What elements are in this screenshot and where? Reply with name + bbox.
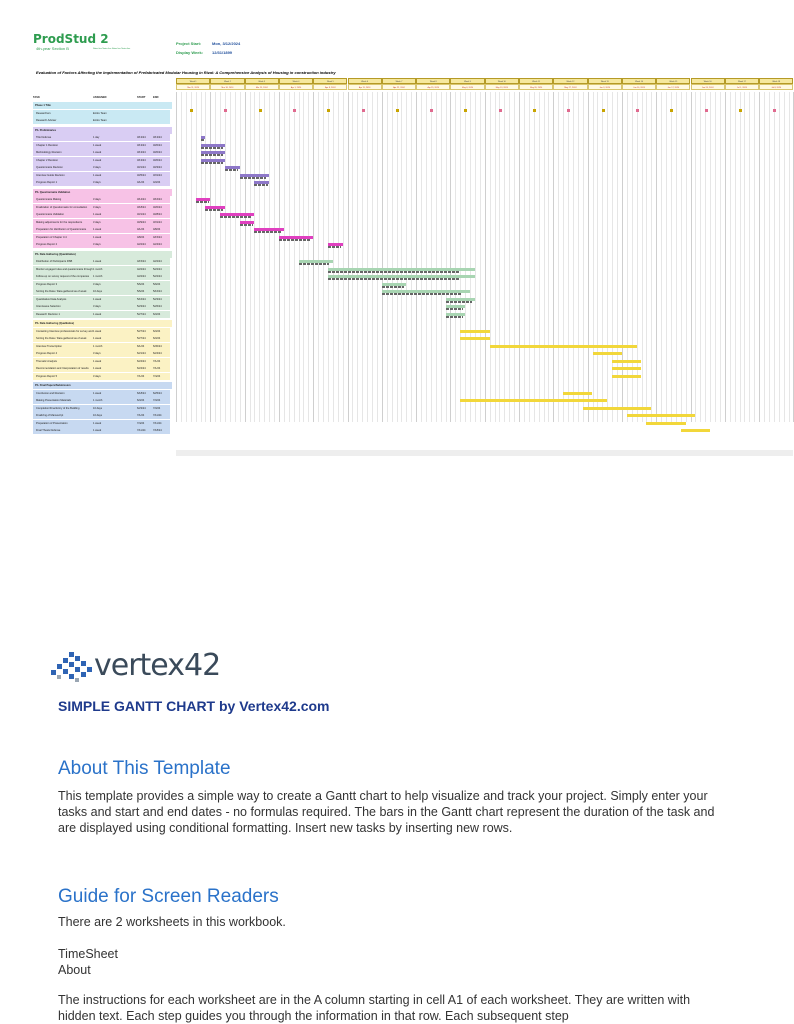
task-assigned: 1 week: [93, 157, 137, 165]
gantt-bar[interactable]: [460, 337, 489, 340]
task-start: 4/22/24: [137, 241, 153, 249]
gantt-bar[interactable]: [612, 367, 641, 370]
task-task[interactable]: Preparation for distribution of Questionnaire: [33, 226, 96, 234]
task-assigned: Entire Team: [93, 110, 137, 118]
task-end: 6/3/24: [153, 335, 170, 343]
task-assigned: 3 days: [93, 219, 137, 227]
task-row[interactable]: [33, 258, 739, 265]
task-row[interactable]: [33, 157, 739, 164]
project-title: ProdStud 2: [33, 32, 109, 46]
task-task[interactable]: Finalizing of Manuscript: [33, 412, 96, 420]
week-header: Week 5: [313, 78, 347, 84]
grid-line: [774, 92, 775, 422]
task-task[interactable]: Sorting the Data / Data gathered as of week: [33, 335, 96, 343]
week-date: Apr 22, 2024: [382, 84, 416, 90]
week-header: Week 15: [656, 78, 690, 84]
task-row[interactable]: [33, 234, 739, 241]
task-start: 6/18/24: [137, 390, 153, 398]
week-header: Week 7: [382, 78, 416, 84]
task-row[interactable]: [33, 303, 739, 310]
week-date: Mar 11, 2024: [176, 84, 210, 90]
week-date: Apr 8, 2024: [313, 84, 347, 90]
phase-title: Phase 1 Title: [33, 102, 172, 109]
column-header-task: TASK: [33, 96, 40, 99]
week-header: Week 9: [450, 78, 484, 84]
task-task[interactable]: Research Revision 1: [33, 311, 96, 319]
task-end: 3/20/24: [153, 142, 170, 150]
gantt-footer-strip: [176, 450, 793, 456]
task-row[interactable]: [33, 405, 739, 412]
task-start: 6/21/24: [137, 350, 153, 358]
week-header: Week 17: [725, 78, 759, 84]
task-task[interactable]: Title Defense: [33, 134, 96, 142]
week-header: Week 2: [210, 78, 244, 84]
brand-title-link[interactable]: SIMPLE GANTT CHART by Vertex42.com: [58, 698, 330, 714]
week-header: Week 8: [416, 78, 450, 84]
task-end: 6/30/24: [153, 343, 170, 351]
task-end: 5/9/24: [153, 281, 170, 289]
phase-title: Ph. Data Gathering (Quantitative): [33, 251, 172, 258]
week-date: May 6, 2024: [450, 84, 484, 90]
task-start: 7/1/24: [137, 373, 153, 381]
task-end: 5/16/24: [153, 288, 170, 296]
task-start: 4/22/24: [137, 273, 153, 281]
column-header-start: START: [137, 96, 146, 99]
task-row[interactable]: [33, 117, 739, 124]
milestone-marker-icon: [739, 109, 742, 112]
about-heading: About This Template: [58, 758, 231, 779]
task-end: 7/3/24: [153, 405, 170, 413]
task-start: 6/1/24: [137, 343, 153, 351]
phase-header-row: [33, 382, 739, 389]
task-end: 7/3/24: [153, 397, 170, 405]
task-assigned: 10 days: [93, 405, 137, 413]
week-header: Week 13: [588, 78, 622, 84]
task-assigned: 10 days: [93, 412, 137, 420]
phase-header-row: [33, 102, 739, 109]
task-task[interactable]: Chapter 1 Revision: [33, 142, 96, 150]
gantt-bar[interactable]: [627, 414, 696, 417]
task-start: 7/11/24: [137, 427, 153, 435]
vertex42-logo-icon: [49, 650, 93, 684]
grid-line: [779, 92, 780, 422]
task-end: 3/28/24: [153, 211, 170, 219]
task-assigned: 1 week: [93, 427, 137, 435]
column-header-end: END: [153, 96, 159, 99]
task-task[interactable]: Quantitative Data Analysis: [33, 296, 96, 304]
task-end: 7/4/24: [153, 373, 170, 381]
task-end: 4/8/24: [153, 226, 170, 234]
phase-title: Ph. Data Gathering (Qualitative): [33, 320, 172, 327]
gantt-bar[interactable]: [593, 352, 622, 355]
task-end: 5/22/24: [153, 266, 170, 274]
task-task[interactable]: Follow-up on survey request of the companies: [33, 273, 96, 281]
task-start: 5/16/24: [137, 296, 153, 304]
task-row[interactable]: [33, 196, 739, 203]
task-row[interactable]: [33, 350, 739, 357]
task-start: 3/14/24: [137, 196, 153, 204]
task-row[interactable]: [33, 373, 739, 380]
task-row[interactable]: [33, 134, 739, 141]
week-date: Jun 3, 2024: [588, 84, 622, 90]
task-end: 4/24/24: [153, 241, 170, 249]
about-body: This template provides a simple way to create a Gantt chart to help visualize and track your project. Simply enter your tasks and start and end dates - no formulas required. The bars in the Gantt chart represent the duration of the task and are displayed using conditional formatting. Insert new tasks by inserting new rows.: [58, 789, 715, 835]
task-row[interactable]: [33, 172, 739, 179]
task-row[interactable]: [33, 179, 739, 186]
grid-line: [764, 92, 765, 422]
week-header: Week 1: [176, 78, 210, 84]
task-assigned: 1 month: [93, 266, 137, 274]
task-task[interactable]: Questionnaire Revision: [33, 164, 96, 172]
task-assigned: 1 week: [93, 258, 137, 266]
task-task[interactable]: Progress Report 2: [33, 241, 96, 249]
task-task[interactable]: Thematic Analysis: [33, 358, 96, 366]
task-assigned: 10 days: [93, 288, 137, 296]
task-end: [153, 117, 170, 125]
task-assigned: 3 days: [93, 196, 137, 204]
task-start: 7/1/24: [137, 412, 153, 420]
phase-header-row: [33, 127, 739, 134]
guide-intro: There are 2 worksheets in this workbook.: [58, 915, 286, 929]
task-task[interactable]: Chapter 2 Revision: [33, 157, 96, 165]
task-assigned: 1 week: [93, 420, 137, 428]
task-row[interactable]: [33, 420, 739, 427]
task-task[interactable]: Interviewee Selection: [33, 303, 96, 311]
task-row[interactable]: [33, 365, 739, 372]
task-assigned: 3 days: [93, 241, 137, 249]
task-end: 3/23/24: [153, 164, 170, 172]
task-start: 7/4/24: [137, 420, 153, 428]
task-row[interactable]: [33, 110, 739, 117]
task-row[interactable]: [33, 311, 739, 318]
task-assigned: 1 week: [93, 149, 137, 157]
week-header: Week 16: [691, 78, 725, 84]
task-task[interactable]: Progress Report 3: [33, 281, 96, 289]
week-date: Jun 24, 2024: [691, 84, 725, 90]
task-assigned: 3 days: [93, 164, 137, 172]
display-week-value[interactable]: 12/31/1899: [212, 50, 233, 55]
display-week-label: Display Week:: [176, 50, 204, 55]
task-row[interactable]: [33, 412, 739, 419]
task-assigned: 3 days: [93, 303, 137, 311]
task-task[interactable]: Contacting Interview professionals for survey and: [33, 328, 96, 336]
project-subtitle: 4th-year Section B: [36, 46, 69, 51]
task-row[interactable]: [33, 149, 739, 156]
task-assigned: 1 week: [93, 296, 137, 304]
task-end: 3/13/24: [153, 134, 170, 142]
task-end: 7/11/24: [153, 420, 170, 428]
gantt-bar-progress: [446, 316, 464, 318]
gantt-bar[interactable]: [646, 422, 685, 425]
task-task[interactable]: Distribution of Participants RSB: [33, 258, 96, 266]
task-end: 7/1/24: [153, 358, 170, 366]
task-task[interactable]: Progress Report 5: [33, 373, 96, 381]
task-row[interactable]: [33, 328, 739, 335]
gantt-bar[interactable]: [612, 360, 641, 363]
task-start: 5/27/24: [137, 335, 153, 343]
task-end: 3/31/24: [153, 219, 170, 227]
week-date: Mar 25, 2024: [245, 84, 279, 90]
task-end: 7/1/24: [153, 365, 170, 373]
task-start: 6/23/24: [137, 405, 153, 413]
week-date: May 27, 2024: [553, 84, 587, 90]
task-start: 4/22/24: [137, 266, 153, 274]
gantt-bar[interactable]: [460, 330, 489, 333]
task-start: [137, 117, 153, 125]
week-date: Mar 18, 2024: [210, 84, 244, 90]
gantt-bar-progress: [254, 184, 267, 186]
grid-line: [749, 92, 750, 422]
task-assigned: 3 days: [93, 373, 137, 381]
task-task[interactable]: Making Presentation Materials: [33, 397, 96, 405]
task-row[interactable]: [33, 288, 739, 295]
task-start: 4/1/24: [137, 226, 153, 234]
task-task[interactable]: Monitor engaged rules and questionnaire through: [33, 266, 96, 274]
week-date: Jun 17, 2024: [656, 84, 690, 90]
task-start: 3/21/24: [137, 164, 153, 172]
project-start-label: Project Start:: [176, 41, 202, 46]
task-end: 3/20/24: [153, 149, 170, 157]
task-row[interactable]: [33, 335, 739, 342]
task-start: 3/13/24: [137, 157, 153, 165]
instructions-text: The instructions for each worksheet are in the A column starting in cell A1 of each worksheet. They are written with hidden text. Each step guides you through the information in that row. Each subsequent step: [58, 993, 691, 1023]
task-row[interactable]: [33, 219, 739, 226]
week-date: Apr 29, 2024: [416, 84, 450, 90]
task-task[interactable]: Questionnaire Making: [33, 196, 96, 204]
task-end: 7/11/24: [153, 412, 170, 420]
phase-title: Ph. Final Papers/Submission: [33, 382, 172, 389]
document-title: Evaluation of Factors Affecting the Implementation of Prefabricated Modular Housing in Rizal: A Comprehensive Analysis of Housing in construction industry: [36, 70, 336, 75]
task-assigned: 1 month: [93, 273, 137, 281]
gantt-bar[interactable]: [563, 392, 592, 395]
task-row[interactable]: [33, 397, 739, 404]
task-task[interactable]: Conclusion and Revision: [33, 390, 96, 398]
grid-line: [769, 92, 770, 422]
gantt-bar[interactable]: [612, 375, 641, 378]
task-assigned: 1 week: [93, 234, 137, 242]
task-row[interactable]: [33, 266, 739, 273]
task-end: 6/25/24: [153, 390, 170, 398]
grid-line: [744, 92, 745, 422]
task-start: 3/13/24: [137, 149, 153, 157]
phase-title: Ph. Questionnaire Validation: [33, 189, 172, 196]
task-start: 3/18/24: [137, 204, 153, 212]
week-date: Apr 15, 2024: [348, 84, 382, 90]
task-row[interactable]: [33, 390, 739, 397]
table-header-row: [33, 94, 739, 101]
gantt-bar[interactable]: [681, 429, 710, 432]
task-start: 3/29/24: [137, 219, 153, 227]
task-task[interactable]: Recommendation and Interpretation of results: [33, 365, 96, 373]
task-assigned: 1 week: [93, 335, 137, 343]
task-start: 3/21/24: [137, 211, 153, 219]
task-end: 3/20/24: [153, 204, 170, 212]
project-notes: Notes line Notes line Notes line Notes line: [93, 48, 131, 50]
task-row[interactable]: [33, 358, 739, 365]
task-row[interactable]: [33, 343, 739, 350]
task-end: 3/16/24: [153, 196, 170, 204]
task-start: 4/1/24: [137, 179, 153, 187]
task-row[interactable]: [33, 142, 739, 149]
task-task[interactable]: Sorting the Data / Data gathered as of week: [33, 288, 96, 296]
task-start: 3/13/24: [137, 134, 153, 142]
task-assigned: 1 week: [93, 328, 137, 336]
task-end: 5/22/24: [153, 273, 170, 281]
task-start: 6/24/24: [137, 358, 153, 366]
task-task[interactable]: Making adjustments for the respondents: [33, 219, 96, 227]
grid-line: [789, 92, 790, 422]
week-header: Week 14: [622, 78, 656, 84]
task-task[interactable]: Finalization of Questionnaire for consultation: [33, 204, 96, 212]
vertex42-wordmark: vertex42: [94, 648, 221, 683]
week-date: May 13, 2024: [485, 84, 519, 90]
task-end: 6/24/24: [153, 350, 170, 358]
task-assigned: 1 week: [93, 142, 137, 150]
task-row[interactable]: [33, 211, 739, 218]
sheet-name-about: About: [58, 963, 91, 977]
task-row[interactable]: [33, 281, 739, 288]
task-task[interactable]: Preparation of Chapter 3-4: [33, 234, 96, 242]
task-end: 7/18/24: [153, 427, 170, 435]
task-end: 6/3/24: [153, 328, 170, 336]
week-date: Jun 10, 2024: [622, 84, 656, 90]
week-date: Jul 8, 2024: [759, 84, 793, 90]
grid-line: [759, 92, 760, 422]
column-header-assigned: ASSIGNED: [93, 96, 107, 99]
task-assigned: 1 week: [93, 365, 137, 373]
gantt-chart: [33, 78, 782, 458]
task-end: 4/22/24: [153, 258, 170, 266]
task-task[interactable]: Progress Report 1: [33, 179, 96, 187]
grid-line: [754, 92, 755, 422]
week-header: Week 6: [348, 78, 382, 84]
task-task[interactable]: Final Thesis Defense: [33, 427, 96, 435]
task-task[interactable]: Researchers: [33, 110, 96, 118]
task-start: 5/27/24: [137, 328, 153, 336]
task-task[interactable]: Interview Guide Revision: [33, 172, 96, 180]
week-header: Week 12: [553, 78, 587, 84]
phase-header-row: [33, 251, 739, 258]
week-header: Week 4: [279, 78, 313, 84]
task-start: 5/23/24: [137, 303, 153, 311]
gantt-bar[interactable]: [490, 345, 637, 348]
task-row[interactable]: [33, 204, 739, 211]
task-assigned: 3 days: [93, 179, 137, 187]
task-task[interactable]: Completion/Final Entry of the Building: [33, 405, 96, 413]
sheet-name-timesheet: TimeSheet: [58, 947, 118, 961]
task-task[interactable]: Preparation of Presentation: [33, 420, 96, 428]
task-start: 5/6/24: [137, 281, 153, 289]
task-assigned: 1 week: [93, 172, 137, 180]
task-start: 6/3/24: [137, 397, 153, 405]
task-end: 5/26/24: [153, 303, 170, 311]
grid-line: [740, 92, 741, 422]
task-assigned: 1 week: [93, 226, 137, 234]
task-assigned: 1 month: [93, 397, 137, 405]
task-task[interactable]: Questionnaire Validation: [33, 211, 96, 219]
week-header: Week 3: [245, 78, 279, 84]
task-assigned: 1 week: [93, 311, 137, 319]
task-assigned: 1 week: [93, 211, 137, 219]
task-assigned: 3 days: [93, 350, 137, 358]
task-assigned: 1 week: [93, 358, 137, 366]
task-task[interactable]: Interview Transcription: [33, 343, 96, 351]
week-date: May 20, 2024: [519, 84, 553, 90]
task-end: 4/3/24: [153, 179, 170, 187]
task-end: 5/23/24: [153, 296, 170, 304]
week-date: Jul 1, 2024: [725, 84, 759, 90]
gantt-bar[interactable]: [460, 399, 607, 402]
task-row[interactable]: [33, 296, 739, 303]
task-start: 4/8/24: [137, 234, 153, 242]
task-row[interactable]: [33, 241, 739, 248]
task-start: 5/6/24: [137, 288, 153, 296]
week-header: Week 18: [759, 78, 793, 84]
phase-header-row: [33, 320, 739, 327]
task-row[interactable]: [33, 164, 739, 171]
task-end: 4/15/24: [153, 234, 170, 242]
grid-line: [784, 92, 785, 422]
task-end: 3/20/24: [153, 157, 170, 165]
task-row[interactable]: [33, 273, 739, 280]
milestone-marker-icon: [773, 109, 776, 112]
task-assigned: 1 day: [93, 134, 137, 142]
task-assigned: 3 days: [93, 281, 137, 289]
task-task[interactable]: Methodology Revision: [33, 149, 96, 157]
task-task[interactable]: Progress Report 4: [33, 350, 96, 358]
task-end: 3/31/24: [153, 172, 170, 180]
phase-header-row: [33, 189, 739, 196]
gantt-bar[interactable]: [583, 407, 652, 410]
task-start: 3/25/24: [137, 172, 153, 180]
task-assigned: 3 days: [93, 204, 137, 212]
guide-heading: Guide for Screen Readers: [58, 886, 279, 907]
gantt-bar-progress: [328, 246, 341, 248]
phase-title: Ph. Preliminaries: [33, 127, 172, 134]
task-task[interactable]: Research Adviser: [33, 117, 96, 125]
task-assigned: 1 week: [93, 390, 137, 398]
task-assigned: 1 month: [93, 343, 137, 351]
week-header: Week 10: [485, 78, 519, 84]
task-start: 3/13/24: [137, 142, 153, 150]
task-start: 4/15/24: [137, 258, 153, 266]
task-row[interactable]: [33, 427, 739, 434]
week-date: Apr 1, 2024: [279, 84, 313, 90]
task-start: 5/27/24: [137, 311, 153, 319]
project-start-value[interactable]: Mon, 3/12/2024: [212, 41, 241, 46]
task-start: 6/24/24: [137, 365, 153, 373]
task-end: 6/3/24: [153, 311, 170, 319]
task-row[interactable]: [33, 226, 739, 233]
task-assigned: Entire Team: [93, 117, 137, 125]
week-header: Week 11: [519, 78, 553, 84]
